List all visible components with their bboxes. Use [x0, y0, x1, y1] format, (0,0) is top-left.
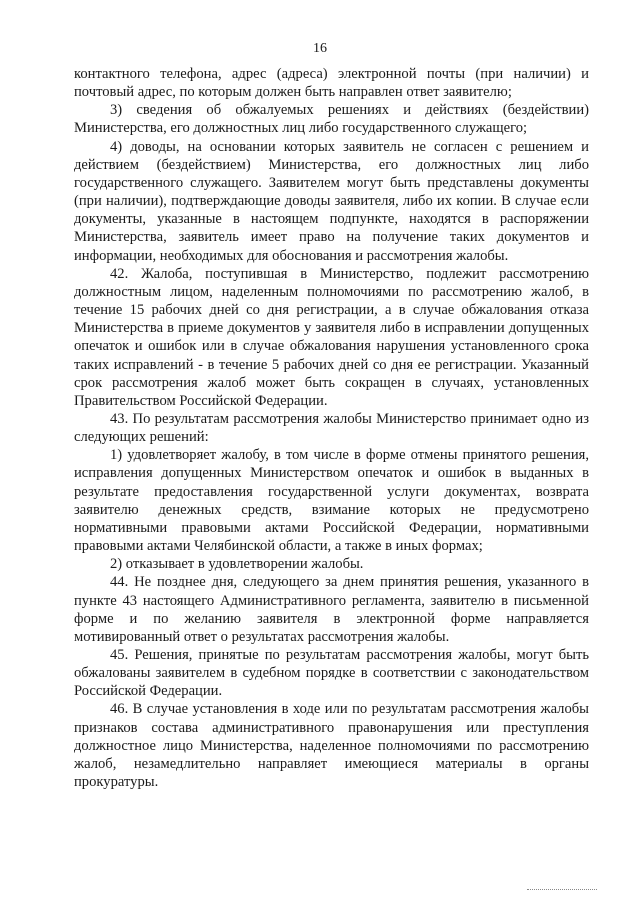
- paragraph-item-3: 3) сведения об обжалуемых решениях и действиях (бездействии) Министерства, его должностных лиц либо государственного служащего;: [74, 102, 589, 137]
- paragraph-decision-1: 1) удовлетворяет жалобу, в том числе в форме отмены принятого решения, исправления допущенных Министерством опечаток и ошибок в выданных в результате предоставления государственной услуги документах, возврата заявителю денежных средств, взимание которых не предусмотрено нормативными правовыми актами Российской Федерации, нормативными правовыми актами Челябинской области, а также в иных формах;: [74, 447, 589, 555]
- paragraph-clause-45: 45. Решения, принятые по результатам рассмотрения жалобы, могут быть обжалованы заявителем в судебном порядке в соответствии с законодательством Российской Федерации.: [74, 647, 589, 700]
- paragraph-item-4: 4) доводы, на основании которых заявитель не согласен с решением и действием (бездействием) Министерства, его должностных лиц либо государственного служащего. Заявителем могут быть представлены документы (при наличии), подтверждающие доводы заявителя, либо их копии. В случае если документы, указанные в настоящем подпункте, находятся в распоряжении Министерства, заявитель имеет право на получение таких документов и информации, необходимых для обоснования и рассмотрения жалобы.: [74, 138, 589, 264]
- paragraph-clause-44: 44. Не позднее дня, следующего за днем принятия решения, указанного в пункте 43 настоящего Административного регламента, заявителю в письменной форме и по желанию заявителя в электронной форме направляется мотивированный ответ о результатах рассмотрения жалобы.: [74, 574, 589, 645]
- document-body: [74, 65, 589, 791]
- page-number: 16: [313, 41, 327, 56]
- paragraph-clause-46: 46. В случае установления в ходе или по результатам рассмотрения жалобы признаков состава административного правонарушения или преступления должностное лицо Министерства, наделенное полномочиями по рассмотрению жалоб, незамедлительно направляет имеющиеся материалы в органы прокуратуры.: [74, 701, 589, 791]
- paragraph-decision-2: 2) отказывает в удовлетворении жалобы.: [110, 556, 364, 573]
- paragraph-contact-info: контактного телефона, адрес (адреса) электронной почты (при наличии) и почтовый адрес, по которым должен быть направлен ответ заявителю;: [74, 66, 589, 101]
- footer-divider: [527, 889, 597, 890]
- paragraph-clause-43: 43. По результатам рассмотрения жалобы Министерство принимает одно из следующих решений:: [74, 410, 589, 446]
- paragraph-clause-42: 42. Жалоба, поступившая в Министерство, подлежит рассмотрению должностным лицом, наделенным полномочиями по рассмотрению жалоб, в течение 15 рабочих дней со дня регистрации, а в случае обжалования отказа Министерства в приеме документов у заявителя либо в исправлении допущенных опечаток и ошибок или в случае обжалования нарушения установленного срока таких исправлений - в течение 5 рабочих дней со дня ее регистрации. Указанный срок рассмотрения жалоб может быть сокращен в случаях, установленных Правительством Российской Федерации.: [74, 265, 589, 409]
